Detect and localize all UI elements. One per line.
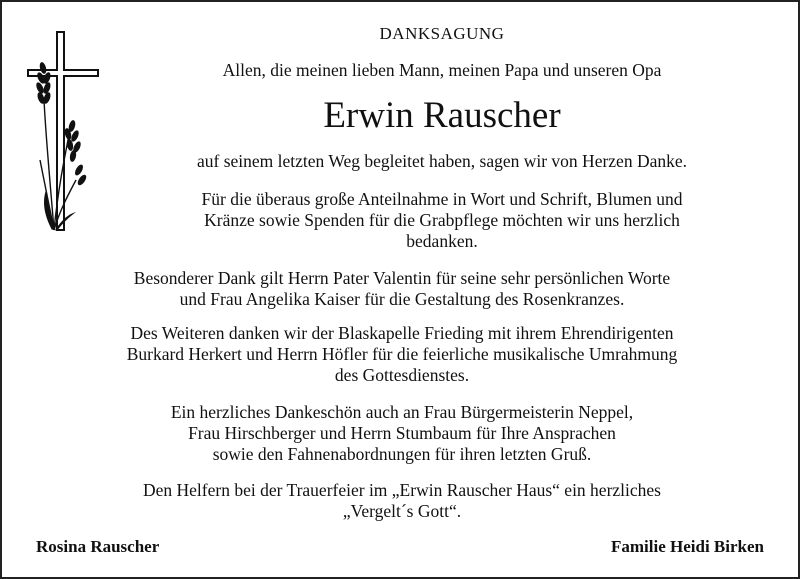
paragraph-line: Des Weiteren danken wir der Blaskapelle Frieding mit ihrem Ehrendirigenten [130, 323, 674, 343]
paragraph-line: Für die überaus große Anteilnahme in Wort und Schrift, Blumen und [201, 189, 683, 209]
paragraph-line: des Gottesdienstes. [334, 365, 470, 385]
cross-with-wheat-icon [24, 30, 104, 240]
signature-left: Rosina Rauscher [36, 537, 160, 556]
paragraph-line: Burkard Herkert und Herrn Höfler für die feierliche musikalische Umrahmung [126, 344, 678, 364]
paragraph-line: bedanken. [406, 231, 478, 251]
paragraph-4 [22, 323, 782, 386]
deceased-name: Erwin Rauscher [323, 95, 561, 136]
paragraph-line: „Vergelt´s Gott“. [342, 501, 462, 521]
paragraph-line: sowie den Fahnenabordnungen für ihren letzten Gruß. [212, 444, 592, 464]
paragraph-line: auf seinem letzten Weg begleitet haben, sagen wir von Herzen Danke. [196, 151, 688, 171]
intro-text: Allen, die meinen lieben Mann, meinen Papa und unseren Opa [222, 60, 662, 80]
signature-right: Familie Heidi Birken [611, 537, 764, 556]
paragraph-line: Besonderer Dank gilt Herrn Pater Valentin für seine sehr persönlichen Worte [133, 268, 671, 288]
paragraph-3 [22, 268, 782, 310]
paragraph-line: Frau Hirschberger und Herrn Stumbaum für Ihre Ansprachen [188, 423, 616, 443]
paragraph-line: Kränze sowie Spenden für die Grabpflege möchten wir uns herzlich [204, 210, 680, 230]
heading: DANKSAGUNG [379, 24, 505, 43]
paragraph-1 [122, 151, 762, 172]
paragraph-line: und Frau Angelika Kaiser für die Gestaltung des Rosenkranzes. [179, 289, 625, 309]
paragraph-2 [112, 189, 772, 252]
paragraph-5 [22, 402, 782, 465]
paragraph-6 [22, 480, 782, 522]
paragraph-line: Ein herzliches Dankeschön auch an Frau Bürgermeisterin Neppel, [170, 402, 634, 422]
paragraph-line: Den Helfern bei der Trauerfeier im „Erwin Rauscher Haus“ ein herzliches [143, 480, 661, 500]
